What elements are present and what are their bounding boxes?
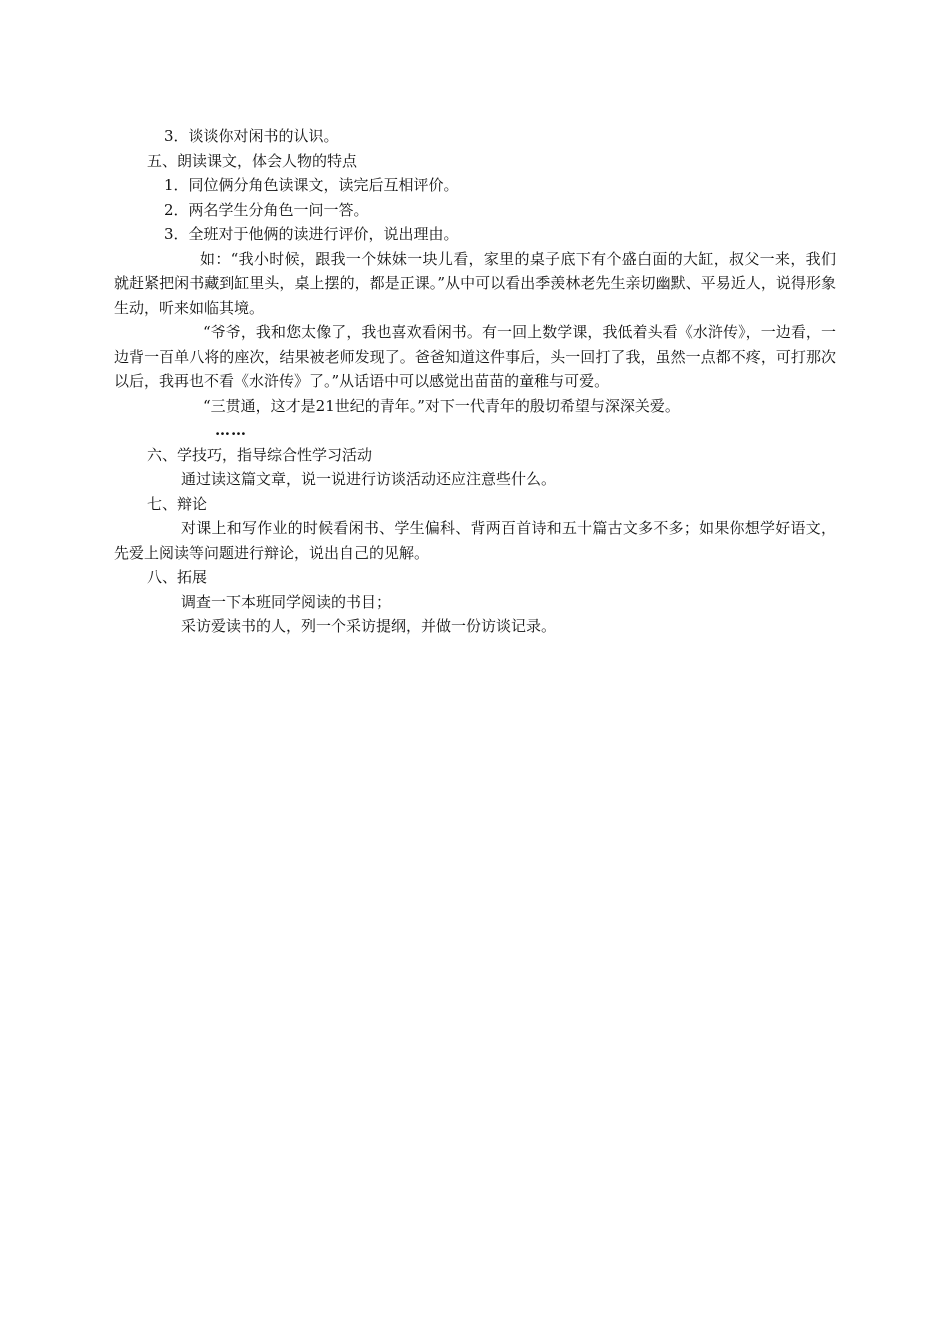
section-heading: 五、朗读课文，体会人物的特点	[147, 151, 358, 170]
list-item: 3．全班对于他俩的读进行评价，说出理由。	[164, 225, 459, 243]
list-item: 3．谈谈你对闲书的认识。	[164, 127, 339, 145]
section-body: 调查一下本班同学阅读的书目；	[181, 592, 392, 611]
section-heading: 六、学技巧，指导综合性学习活动	[147, 445, 373, 464]
ellipsis: ……	[215, 421, 247, 439]
list-item: 1．同位俩分角色读课文，读完后互相评价。	[164, 176, 459, 194]
quote-paragraph: “爷爷，我和您太像了，我也喜欢看闲书。有一回上数学课，我低着头看《水浒传》，一边看，一边背一百单八将的座次，结果被老师发现了。爸爸知道这件事后，头一回打了我，虽然一点都不疼，可打那次以后，我再也不看《水浒传》了。”从话语中可以感觉出苗苗的童稚与可爱。	[114, 323, 836, 390]
quote-paragraph: 如：“我小时候，跟我一个妹妹一块儿看，家里的桌子底下有个盛白面的大缸，叔父一来，我们就赶紧把闲书藏到缸里头，桌上摆的，都是正课。”从中可以看出季羡林老先生亲切幽默、平易近人，说得形象生动，听来如临其境。	[114, 249, 836, 317]
document-body	[114, 124, 836, 639]
section-body: 通过读这篇文章，说一说进行访谈活动还应注意些什么。	[181, 470, 557, 488]
section-heading: 八、拓展	[147, 568, 208, 586]
quote-paragraph: “三贯通，这才是21世纪的青年。”对下一代青年的殷切希望与深深关爱。	[203, 396, 680, 415]
list-item: 2．两名学生分角色一问一答。	[164, 200, 369, 219]
section-heading: 七、辩论	[147, 494, 208, 513]
section-body: 采访爱读书的人，列一个采访提纲，并做一份访谈记录。	[181, 617, 557, 635]
section-body: 对课上和写作业的时候看闲书、学生偏科、背两百首诗和五十篇古文多不多；如果你想学好语文，先爱上阅读等问题进行辩论，说出自己的见解。	[114, 519, 836, 562]
